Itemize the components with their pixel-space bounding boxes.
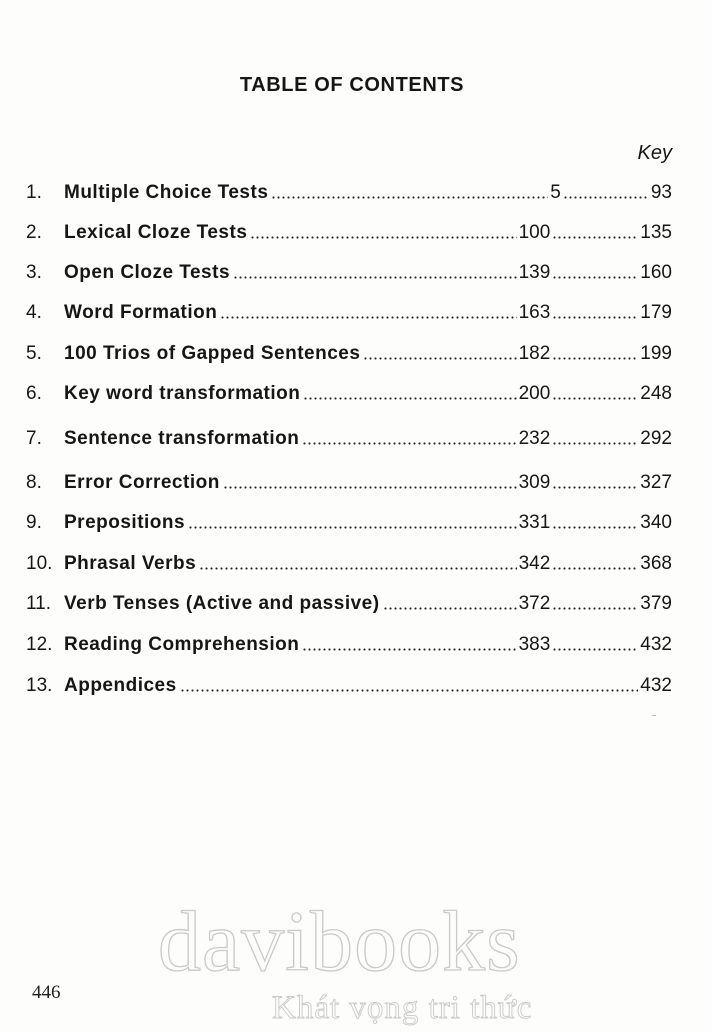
entry-page: 309 bbox=[518, 472, 551, 493]
toc-entry bbox=[26, 632, 672, 658]
entry-key-page: 135 bbox=[640, 222, 672, 243]
entry-key-page: 248 bbox=[640, 383, 672, 404]
entry-key-page: 368 bbox=[640, 553, 672, 574]
dot-leader bbox=[250, 236, 516, 239]
entry-title: Key word transformation bbox=[64, 383, 301, 404]
entry-page: 100 bbox=[518, 222, 551, 243]
toc-entry bbox=[26, 551, 672, 577]
entry-title: Appendices bbox=[64, 675, 177, 696]
entry-key-page: 432 bbox=[640, 634, 672, 655]
dot-leader bbox=[188, 526, 517, 529]
dot-leader bbox=[302, 648, 516, 651]
toc-entry bbox=[26, 260, 672, 286]
dot-leader bbox=[199, 567, 516, 570]
entry-page: 372 bbox=[518, 593, 551, 614]
dot-leader bbox=[552, 648, 638, 651]
entry-number: 1. bbox=[26, 182, 42, 203]
dot-leader bbox=[220, 316, 516, 319]
toc-entry bbox=[26, 300, 672, 326]
toc-entry bbox=[26, 470, 672, 496]
dot-leader bbox=[552, 316, 638, 319]
dot-leader bbox=[180, 689, 639, 692]
entry-page: 200 bbox=[518, 383, 551, 404]
entry-number: 3. bbox=[26, 262, 42, 283]
entry-page: 163 bbox=[518, 302, 551, 323]
entry-title: Reading Comprehension bbox=[64, 634, 300, 655]
entry-title: Prepositions bbox=[64, 512, 186, 533]
toc-entry bbox=[26, 510, 672, 536]
entry-title: Multiple Choice Tests bbox=[64, 182, 269, 203]
watermark-logo: davibooks bbox=[158, 893, 521, 989]
entry-page: 5 bbox=[550, 182, 561, 203]
scan-speck bbox=[652, 715, 656, 716]
entry-number: 11. bbox=[26, 593, 52, 614]
entry-number: 6. bbox=[26, 383, 42, 404]
dot-leader bbox=[552, 486, 638, 489]
entry-page: 139 bbox=[518, 262, 551, 283]
dot-leader bbox=[552, 442, 638, 445]
entry-key-page: 327 bbox=[640, 472, 672, 493]
toc-entry bbox=[26, 673, 672, 699]
entry-number: 9. bbox=[26, 512, 42, 533]
dot-leader bbox=[233, 276, 517, 279]
entry-number: 2. bbox=[26, 222, 42, 243]
entry-number: 7. bbox=[26, 428, 42, 449]
entry-title: Error Correction bbox=[64, 472, 220, 493]
toc-entry bbox=[26, 220, 672, 246]
dot-leader bbox=[552, 236, 638, 239]
dot-leader bbox=[552, 276, 638, 279]
entry-key-page: 432 bbox=[640, 675, 672, 696]
entry-title: Phrasal Verbs bbox=[64, 553, 197, 574]
entry-key-page: 379 bbox=[640, 593, 672, 614]
dot-leader bbox=[552, 567, 638, 570]
entry-key-page: 93 bbox=[650, 182, 672, 203]
dot-leader bbox=[552, 607, 638, 610]
entry-number: 12. bbox=[26, 634, 53, 655]
dot-leader bbox=[552, 526, 638, 529]
toc-entry bbox=[26, 381, 672, 407]
dot-leader bbox=[383, 607, 517, 610]
page-title: TABLE OF CONTENTS bbox=[239, 74, 465, 96]
toc-entry bbox=[26, 180, 672, 206]
dot-leader bbox=[552, 357, 638, 360]
dot-leader bbox=[363, 357, 516, 360]
page-number: 446 bbox=[32, 982, 61, 1003]
entry-title: Lexical Cloze Tests bbox=[64, 222, 248, 243]
dot-leader bbox=[303, 397, 516, 400]
entry-page: 182 bbox=[518, 343, 551, 364]
entry-key-page: 199 bbox=[640, 343, 672, 364]
entry-number: 5. bbox=[26, 343, 42, 364]
dot-leader bbox=[563, 196, 649, 199]
entry-title: Word Formation bbox=[64, 302, 218, 323]
entry-key-page: 340 bbox=[640, 512, 672, 533]
entry-title: 100 Trios of Gapped Sentences bbox=[64, 343, 361, 364]
entry-page: 331 bbox=[518, 512, 551, 533]
entry-key-page: 179 bbox=[640, 302, 672, 323]
entry-title: Sentence transformation bbox=[64, 428, 300, 449]
entry-page: 342 bbox=[518, 553, 551, 574]
entry-page: 232 bbox=[518, 428, 551, 449]
entry-number: 8. bbox=[26, 472, 42, 493]
entry-title: Open Cloze Tests bbox=[64, 262, 231, 283]
watermark-tagline: Khát vọng tri thức bbox=[272, 990, 533, 1026]
entry-number: 4. bbox=[26, 302, 42, 323]
toc-entry bbox=[26, 426, 672, 452]
entry-page: 383 bbox=[518, 634, 551, 655]
entry-number: 13. bbox=[26, 675, 53, 696]
entry-number: 10. bbox=[26, 553, 53, 574]
dot-leader bbox=[271, 196, 548, 199]
toc-entry bbox=[26, 591, 672, 617]
entry-title: Verb Tenses (Active and passive) bbox=[64, 593, 380, 614]
dot-leader bbox=[302, 442, 516, 445]
dot-leader bbox=[223, 486, 517, 489]
key-column-header: Key bbox=[637, 142, 672, 164]
entry-key-page: 292 bbox=[640, 428, 672, 449]
dot-leader bbox=[552, 397, 638, 400]
toc-entry bbox=[26, 341, 672, 367]
entry-key-page: 160 bbox=[640, 262, 672, 283]
